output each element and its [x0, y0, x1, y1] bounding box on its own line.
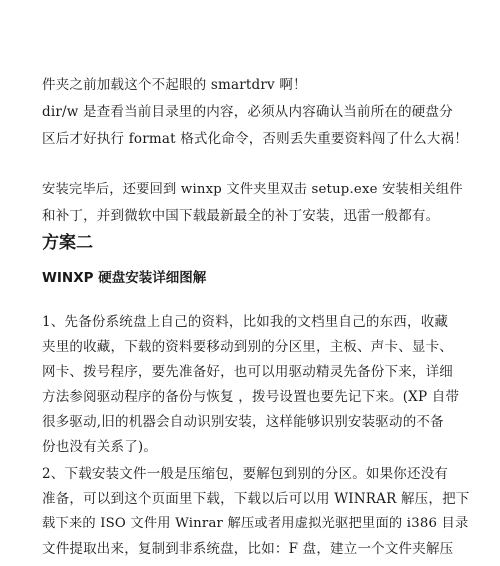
- paragraph-line: 和补丁，并到微软中国下载最新最全的补丁安装，迅雷一般都有。: [42, 208, 440, 224]
- section-subheading: WINXP 硬盘安装详细图解: [42, 270, 207, 286]
- paragraph-line: 件夹之前加载这个不起眼的 smartdrv 啊！: [42, 77, 307, 93]
- paragraph-line: 很多驱动,旧的机器会自动识别安装，这样能够识别安装驱动的不备: [42, 414, 444, 430]
- paragraph-line: 载下来的 ISO 文件用 Winrar 解压或者用虚拟光驱把里面的 i386 目录: [42, 516, 469, 531]
- paragraph-line: 区后才好执行 format 格式化命令，否则丢失重要资料闯了什么大祸！: [42, 131, 468, 147]
- paragraph-line: 夹里的收藏，下载的资料要移动到别的分区里，主板、声卡、显卡、: [42, 339, 453, 355]
- paragraph-line: dir/w 是查看当前目录里的内容，必须从内容确认当前所在的硬盘分: [42, 104, 453, 120]
- paragraph-line: 文件提取出来，复制到非系统盘，比如：F 盘，建立一个文件夹解压: [42, 541, 454, 557]
- paragraph-line: 1、先备份系统盘上自己的资料，比如我的文档里自己的东西，收藏: [42, 314, 449, 330]
- paragraph-line: 方法参阅驱动程序的备份与恢复 ，拨号设置也要先记下来。(XP 自带: [42, 389, 460, 405]
- paragraph-line: 2、下载安装文件一般是压缩包，要解包到别的分区。如果你还没有: [42, 466, 449, 482]
- paragraph-line: 份也没有关系了)。: [42, 439, 158, 455]
- paragraph-line: 安装完毕后，还要回到 winxp 文件夹里双击 setup.exe 安装相关组件: [42, 182, 463, 197]
- paragraph-line: 准备，可以到这个页面里下载，下载以后可以用 WINRAR 解压，把下: [42, 491, 470, 507]
- paragraph-line: 网卡、拨号程序，要先准备好，也可以用驱动精灵先备份下来，详细: [42, 364, 453, 380]
- section-heading: 方案二: [42, 233, 93, 253]
